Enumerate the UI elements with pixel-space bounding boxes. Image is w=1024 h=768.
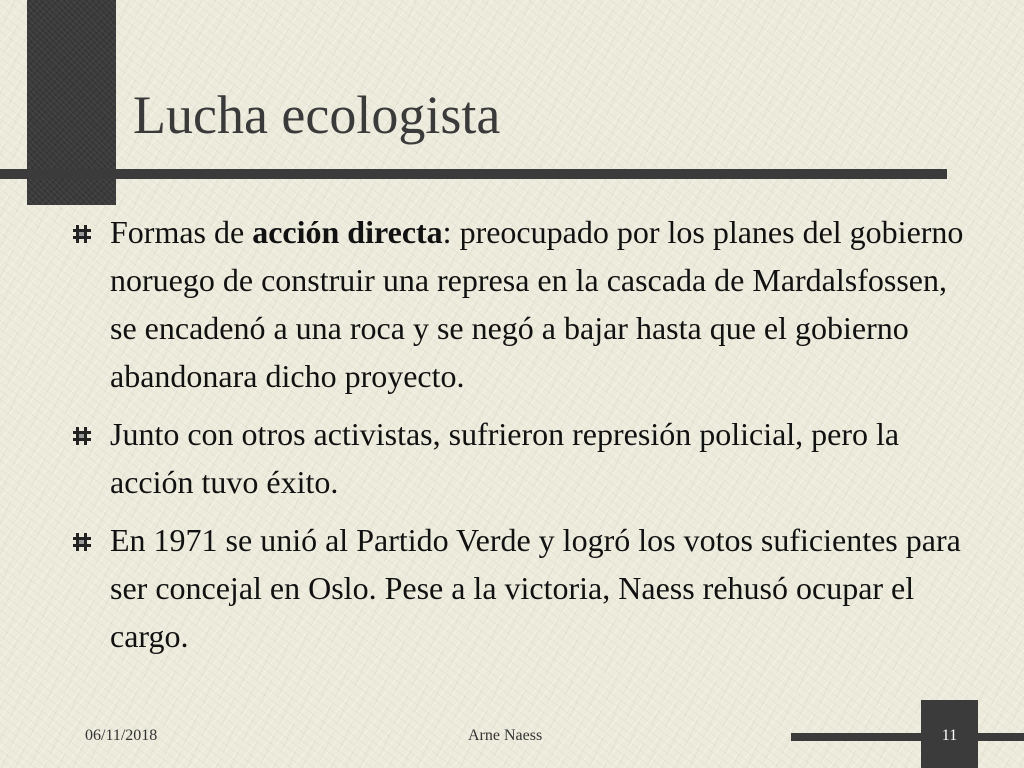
bullet-item-represion <box>72 410 972 506</box>
footer-date: 06/11/2018 <box>85 727 158 744</box>
footer-decorative-bar <box>791 733 1024 741</box>
bullet-bold-text: acción directa <box>252 214 443 250</box>
hash-bullet-icon <box>72 426 92 446</box>
title-underline-bar <box>0 169 947 179</box>
bullet-item-partido-verde <box>72 516 972 660</box>
bullet-list <box>72 208 972 670</box>
bullet-item-accion-directa <box>72 208 972 400</box>
bullet-text: En 1971 se unió al Partido Verde y logró los votos suficientes para ser concejal en Oslo. Pese a la victoria, Naess rehusó ocupar el cargo. <box>110 522 961 654</box>
bullet-text: : preocupado por los planes del gobierno noruego de construir una represa en la cascada de Mardalsfossen, se encadenó a una roca y se negó a bajar hasta que el gobierno abandonara dicho proyecto. <box>110 214 964 394</box>
hash-bullet-icon <box>72 224 92 244</box>
hash-bullet-icon <box>72 532 92 552</box>
footer-title: Arne Naess <box>468 727 543 744</box>
slide-number: 11 <box>921 700 978 768</box>
bullet-text: Junto con otros activistas, sufrieron represión policial, pero la acción tuvo éxito. <box>110 416 900 500</box>
bullet-text: Formas de <box>110 214 253 250</box>
slide-title: Lucha ecologista <box>133 85 501 145</box>
